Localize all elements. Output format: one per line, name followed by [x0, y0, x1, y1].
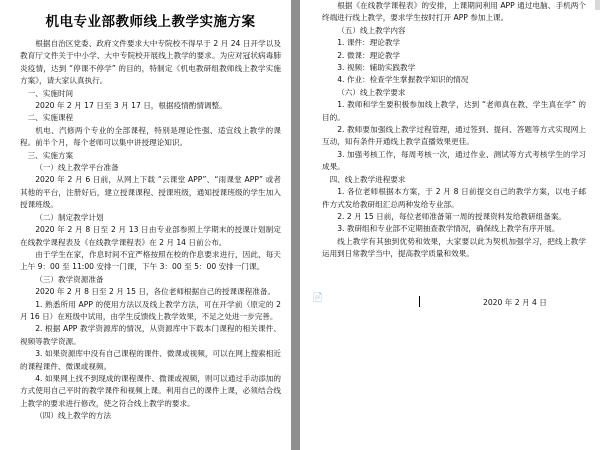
- right-page-body: [322, 0, 586, 261]
- paragraph: （一）线上教学平台准备: [35, 163, 119, 173]
- paragraph: （二）制定教学计划: [35, 212, 104, 222]
- paragraph: 2. 根据 APP 教学资源库的情况，从资源库中下载本门课程的相关课件、视频等教学资源。: [20, 324, 281, 346]
- paragraph: 四、线上教学进程要求: [329, 174, 406, 184]
- paragraph: 三、实施方案: [27, 150, 74, 160]
- left-page-body: [20, 38, 281, 423]
- paragraph: 2020 年 2 月 8 日至 2 月 13 日由专业部参照上学期末的授课计划制定在线教学课程表及《在线教学课程表》在 2 月 14 日前公布。: [20, 225, 281, 247]
- paragraph: 2020 年 2 月 17 日至 3 月 17 日，根据疫情酌情调整。: [35, 101, 227, 111]
- paragraph: 根据自治区党委、政府文件要求大中专院校不得早于 2 月 24 日开学以及教育厅文件关于中小学、大中专院校开展线上教学的要求。为应对冠状病毒肺炎疫情，达到 “停课不停学” 的目的，特制定《机电教研组教师线上教学实施方案》，请大家认真执行。: [20, 39, 281, 86]
- paragraph: 一、实施时间: [27, 88, 74, 98]
- paragraph: 由于学生在家，作息时间不宜严格按照在校的作息要求进行，因此，每天上午 9：00 至 11:00 安排一门课，下午 3：00 至 5：00 安排一门课。: [20, 249, 281, 272]
- paragraph: 1. 各位老师根据本方案，于 2 月 8 日前提交自己的教学方案，以电子邮件方式发给教研组汇总两种发给专业部。: [322, 187, 586, 209]
- paragraph: （六）线上教学要求: [337, 87, 406, 97]
- paragraph: 2020 年 2 月 6 日前，从网上下载 “云课堂 APP”、“雨课堂 APP” 或者其他的平台，注册好后，建立授课课程、授课班级，通知授课班级的学生加入授课班级。: [20, 175, 281, 210]
- paragraph: 1. 课件：理论教学: [337, 38, 401, 48]
- paragraph: 4. 作业：检查学生掌握教学知识的情况: [337, 75, 469, 85]
- document-page-left: [0, 0, 291, 450]
- paragraph: 2. 2 月 15 日前，每位老师准备第一周的授课资料发给教研组备案。: [337, 211, 567, 221]
- paragraph: 3. 视频：辅助实践教学: [337, 63, 416, 73]
- document-date: 2020 年 2 月 4 日: [483, 298, 547, 307]
- document-icon: 📄: [312, 293, 324, 303]
- paragraph: 2. 微课：理论教学: [337, 50, 401, 60]
- paragraph: （三）教学资源准备: [35, 274, 104, 284]
- paragraph: 3. 加强考核工作，每周考核一次，通过作业、测试等方式考核学生的学习成果。: [322, 149, 586, 172]
- paragraph: 3. 如果资源库中没有自己课程的课件、微课或视频，可以在网上搜索相近的课程课件、微课或视频。: [20, 349, 281, 371]
- paragraph: 2. 教师要加强线上教学过程管理，通过签到、提问、答题等方式实现网上互动，知有条件开通线上教学直播效果更佳。: [322, 125, 586, 147]
- paragraph: 二、实施课程: [27, 113, 74, 123]
- document-title: 机电专业部教师线上教学实施方案: [45, 14, 256, 30]
- paragraph: 根据《在线教学课程表》的安排，上课期间利用 APP 通过电脑、手机两个终端进行线上教学，要求学生按时打开 APP 参加上课。: [322, 1, 586, 23]
- paragraph: 线上教学有其独到优势和效果，大家要以此为契机加强学习，把线上教学运用到日常教学当中，提高教学质量和效果。: [322, 236, 586, 259]
- text-cursor: [419, 296, 420, 307]
- document-page-right: [300, 0, 600, 450]
- paragraph: 1. 教师和学生要积极参加线上教学，达到 “老师真在教、学生真在学” 的目的。: [322, 100, 586, 122]
- page-gap: [291, 0, 300, 450]
- paragraph: （四）线上教学的方法: [35, 411, 112, 421]
- paragraph: 3. 教研组和专业部不定期抽查教学情况，确保线上教学有序开展。: [337, 224, 560, 234]
- paragraph: 4. 如果网上找不到现成的课程课件、微课或视频，则可以通过手动添加的方式使用自己平时的教学课件和视频上课。利用自己的课件上课，必须结合线上教学的要求进行修改，使之符合线上教学的要求。: [20, 373, 281, 408]
- scroll-indicator[interactable]: [595, 0, 600, 10]
- paragraph: 2020 年 2 月 8 日至 2 月 15 日，各位老师根据自己的授课课程准备。: [35, 287, 276, 297]
- paragraph: 机电、汽修两个专业的全部课程，特别是理论性强、适宜线上教学的课程。前半个月，每个老师可以集中讲授理论知识。: [20, 125, 281, 148]
- paragraph: （五）线上教学内容: [337, 25, 406, 35]
- paragraph: 1. 熟悉所用 APP 的使用方法以及线上教学方法，可在开学前（原定的 2 月 16 日）在班级中试用，由学生反馈线上教学效果，不足之处进一步完善。: [20, 299, 281, 321]
